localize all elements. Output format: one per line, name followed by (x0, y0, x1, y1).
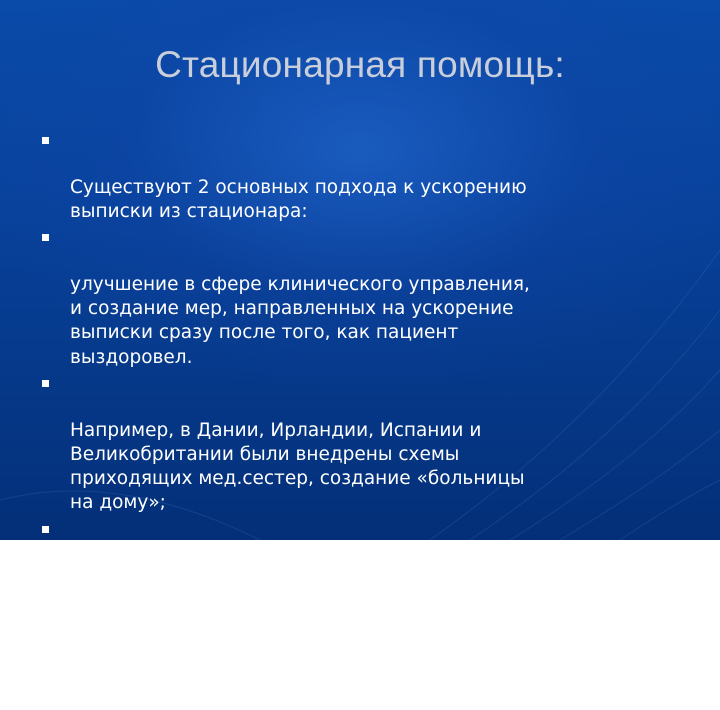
bullet-text: Существуют 2 основных подхода к ускорению выписки из стационара: (70, 176, 527, 222)
square-bullet-icon (42, 526, 49, 533)
bullet-item (42, 127, 692, 224)
bullet-list (42, 127, 692, 710)
square-bullet-icon (42, 137, 49, 144)
bullet-text: улучшение в сфере клинического управления, и создание мер, направленных на ускорение выписки сразу после того, как пациент выздоровел. (70, 273, 530, 368)
bullet-text: комплексные программы реабилитации в США; (70, 565, 539, 587)
slide-title: Стационарная помощь: (155, 44, 565, 85)
square-bullet-icon (42, 380, 49, 387)
square-bullet-icon (42, 234, 49, 241)
bullet-text: в Бельгии и др. странах - переоборудование маленьких больниц в дома по уходу за пациентами. (70, 638, 510, 708)
bullet-item (42, 224, 692, 370)
bullet-item (42, 516, 692, 589)
bullet-item (42, 589, 692, 710)
bullet-text: Например, в Дании, Ирландии, Испании и Великобритании были внедрены схемы приходящих мед.сестер, создание «больницы на дому»; (70, 419, 525, 514)
square-bullet-icon (42, 599, 49, 606)
bullet-item (42, 370, 692, 516)
